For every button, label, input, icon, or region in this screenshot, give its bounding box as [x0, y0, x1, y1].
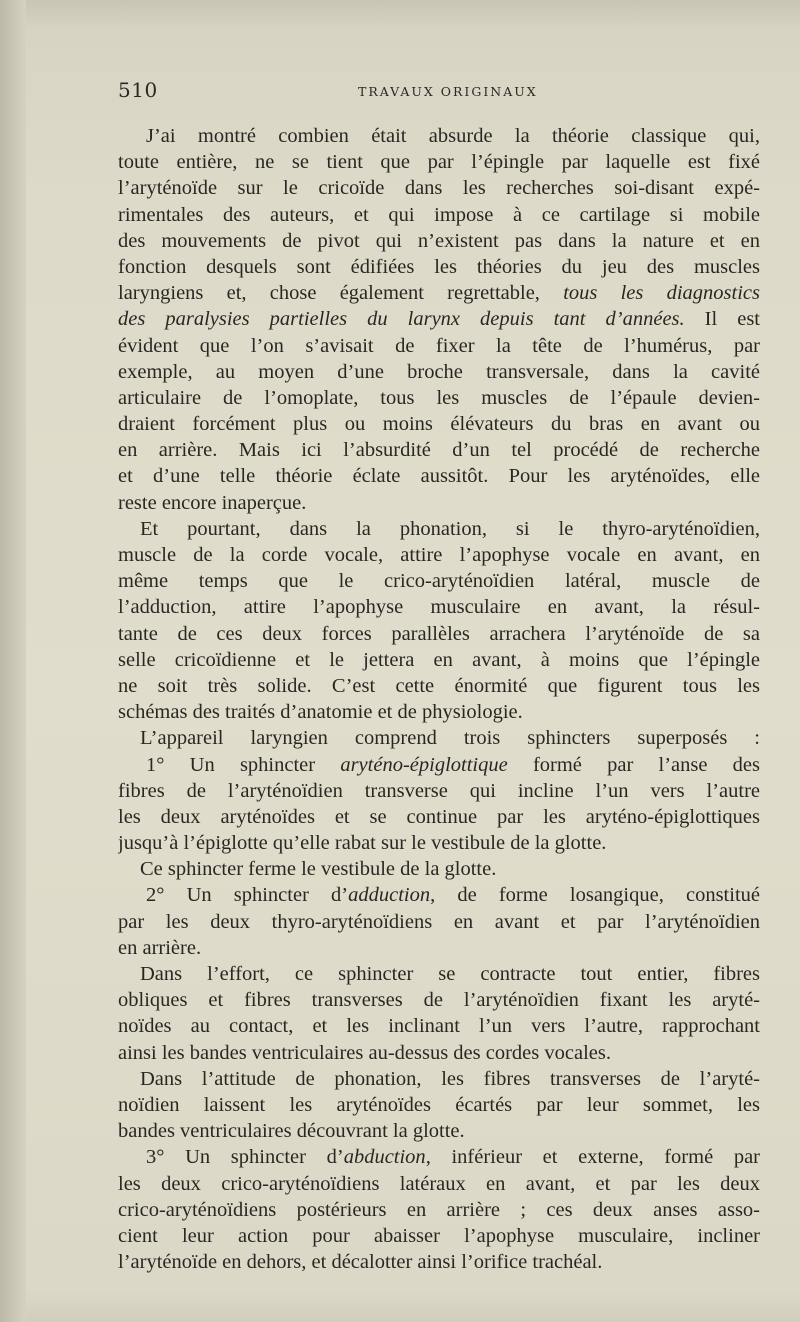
- text-line: muscle de la corde vocale, attire l’apophyse vocale en avant, en: [118, 544, 760, 566]
- text-line: bandes ventriculaires découvrant la glotte.: [118, 1120, 465, 1143]
- page-number: 510: [118, 78, 158, 102]
- text-segment: 3° Un sphincter d’: [146, 1146, 344, 1169]
- italic-segment: abduction: [343, 1146, 426, 1169]
- italic-segment: des paralysies partielles du larynx depuis tant d’années.: [118, 308, 685, 331]
- text-line: Et pourtant, dans la phonation, si le thyro-aryténoïdien,: [140, 517, 760, 540]
- text-line: tante de ces deux forces parallèles arrachera l’aryténoïde de sa: [118, 622, 760, 645]
- body-text: [118, 123, 760, 1275]
- text-line: articulaire de l’omoplate, tous les muscles de l’épaule devien-: [118, 386, 760, 409]
- text-line: noïdien laissent les aryténoïdes écartés par leur sommet, les: [118, 1093, 760, 1116]
- text-line: [118, 306, 760, 332]
- text-line: Dans l’attitude de phonation, les fibres transverses de l’aryté-: [140, 1067, 760, 1090]
- page-binding-edge: [0, 0, 26, 1322]
- text-line: l’adduction, attire l’apophyse musculaire en avant, la résul-: [118, 596, 760, 619]
- text-segment: 2° Un sphincter d’: [146, 884, 349, 907]
- text-segment: Il est: [704, 308, 760, 331]
- text-line: même temps que le crico-aryténoïdien latéral, muscle de: [118, 570, 760, 593]
- text-line: Ce sphincter ferme le vestibule de la glotte.: [140, 858, 497, 881]
- text-line: [118, 280, 760, 306]
- text-line: l’aryténoïde sur le cricoïde dans les recherches soi-disant expé-: [118, 177, 760, 200]
- text-segment: 1° Un sphincter: [146, 753, 316, 776]
- text-line: Dans l’effort, ce sphincter se contracte tout entier, fibres: [140, 963, 760, 985]
- text-line: ainsi les bandes ventriculaires au-dessus des cordes vocales.: [118, 1041, 611, 1064]
- text-line: [118, 1144, 760, 1170]
- text-line: évident que l’on s’avisait de fixer la tête de l’humérus, par: [118, 334, 760, 357]
- text-line: toute entière, ne se tient que par l’épingle par laquelle est fixé: [118, 151, 760, 174]
- text-line: obliques et fibres transverses de l’aryténoïdien fixant les aryté-: [118, 989, 760, 1012]
- text-line: jusqu’à l’épiglotte qu’elle rabat sur le vestibule de la glotte.: [118, 832, 607, 855]
- text-line: les deux aryténoïdes et se continue par les aryténo-épiglottiques: [118, 805, 760, 828]
- text-line: noïdes au contact, et les inclinant l’un vers l’autre, rapprochant: [118, 1015, 760, 1038]
- text-line: L’appareil laryngien comprend trois sphincters superposés :: [140, 727, 760, 750]
- text-line: reste encore inaperçue.: [118, 491, 307, 514]
- text-line: selle cricoïdienne et le jettera en avant, à moins que l’épingle: [118, 648, 760, 671]
- text-line: et d’une telle théorie éclate aussitôt. Pour les aryténoïdes, elle: [118, 465, 760, 488]
- text-line: cient leur action pour abaisser l’apophyse musculaire, incliner: [118, 1224, 760, 1247]
- running-head: TRAVAUX ORIGINAUX: [358, 84, 538, 99]
- text-segment: , de forme losangique, constitué: [430, 884, 760, 907]
- text-line: des mouvements de pivot qui n’existent pas dans la nature et en: [118, 229, 760, 252]
- text-segment: laryngiens et, chose également regrettable,: [118, 282, 540, 305]
- text-line: ne soit très solide. C’est cette énormité que figurent tous les: [118, 674, 760, 697]
- text-line: fibres de l’aryténoïdien transverse qui incline l’un vers l’autre: [118, 779, 760, 802]
- text-line: par les deux thyro-aryténoïdiens en avant et par l’aryténoïdien: [118, 910, 760, 933]
- text-segment: formé par l’anse des: [532, 753, 760, 776]
- text-line: exemple, au moyen d’une broche transversale, dans la cavité: [118, 360, 760, 383]
- text-line: en arrière.: [118, 936, 202, 959]
- text-line: J’ai montré combien était absurde la théorie classique qui,: [146, 125, 760, 147]
- text-line: en arrière. Mais ici l’absurdité d’un tel procédé de recherche: [118, 439, 760, 462]
- text-line: les deux crico-aryténoïdiens latéraux en avant, et par les deux: [118, 1172, 760, 1195]
- italic-segment: aryténo-épiglottique: [340, 753, 508, 776]
- text-line: draient forcément plus ou moins élévateurs du bras en avant ou: [118, 413, 760, 436]
- italic-segment: tous les diagnostics: [563, 282, 760, 305]
- italic-segment: adduction: [348, 884, 431, 907]
- text-line: [118, 752, 760, 778]
- text-line: [118, 882, 760, 908]
- text-line: fonction desquels sont édifiées les théories du jeu des muscles: [118, 255, 760, 278]
- text-line: l’aryténoïde en dehors, et décalotter ainsi l’orifice trachéal.: [118, 1251, 603, 1274]
- text-line: rimentales des auteurs, et qui impose à ce cartilage si mobile: [118, 203, 760, 226]
- text-segment: , inférieur et externe, formé par: [425, 1146, 760, 1169]
- text-line: schémas des traités d’anatomie et de physiologie.: [118, 701, 523, 724]
- text-line: crico-aryténoïdiens postérieurs en arrière ; ces deux anses asso-: [118, 1198, 760, 1221]
